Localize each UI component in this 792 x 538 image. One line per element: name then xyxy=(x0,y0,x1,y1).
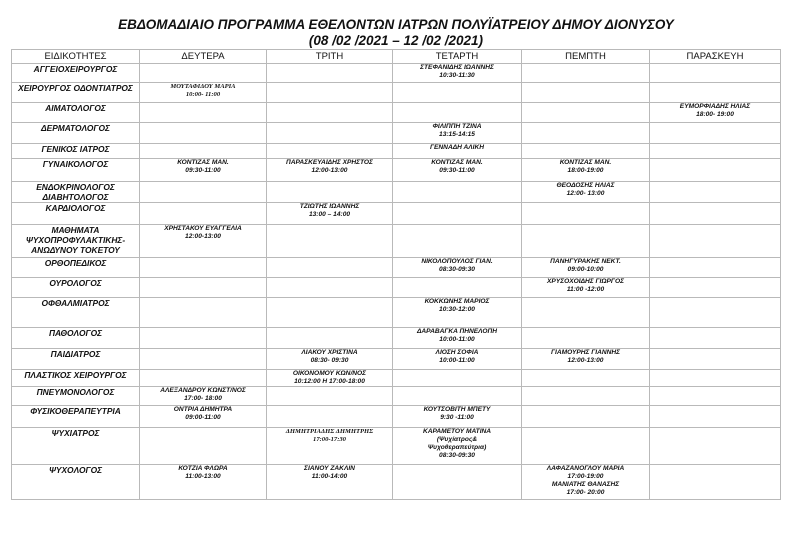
schedule-cell xyxy=(393,203,522,225)
schedule-cell xyxy=(522,428,650,465)
doctor-name: ΧΡΗΣΤΑΚΟΥ ΕΥΑΓΓΕΛΙΑ xyxy=(164,225,242,232)
doctor-name: ΔΑΡΑΒΑΓΚΑ ΠΗΝΕΛΟΠΗ xyxy=(416,328,498,335)
schedule-cell xyxy=(522,144,650,159)
schedule-cell xyxy=(522,465,650,500)
doctor-name: ΔΗΜΗΤΡΙΑΔΗΣ ΔΗΜΗΤΡΗΣ xyxy=(285,428,374,435)
schedule-cell xyxy=(140,83,267,103)
date-range: (08 /02 /2021 – 12 /02 /2021) xyxy=(308,33,484,48)
specialty-cell: ΧΕΙΡΟΥΡΓΟΣ ΟΔΟΝΤΙΑΤΡΟΣ xyxy=(12,83,140,103)
cell-text: 09:30-11:00 xyxy=(185,167,221,174)
specialty-cell: ΠΑΘΟΛΟΓΟΣ xyxy=(12,328,140,349)
schedule-cell xyxy=(522,159,650,182)
schedule-cell xyxy=(267,406,393,428)
table-row xyxy=(12,406,781,428)
schedule-cell xyxy=(393,298,522,328)
cell-text: 10:00- 11:00 xyxy=(185,91,221,98)
schedule-cell xyxy=(140,278,267,298)
doctor-name: ΛΑΦΑΖΑΝΟΓΛΟΥ ΜΑΡΙΑ xyxy=(546,465,625,472)
schedule-cell xyxy=(140,387,267,406)
schedule-cell xyxy=(522,123,650,144)
schedule-cell xyxy=(650,258,781,278)
doctor-name: ΟΙΚΟΝΟΜΟΥ ΚΩΝ/ΝΟΣ xyxy=(292,370,367,377)
schedule-cell xyxy=(267,349,393,370)
schedule-cell xyxy=(522,328,650,349)
cell-text: 09:30-11:00 xyxy=(439,167,475,174)
doctor-name: ΚΟΚΚΩΝΗΣ ΜΑΡΙΟΣ xyxy=(424,298,490,305)
schedule-cell xyxy=(140,159,267,182)
specialty-cell: ΔΕΡΜΑΤΟΛΟΓΟΣ xyxy=(12,123,140,144)
schedule-cell xyxy=(140,64,267,83)
doctor-name: ΚΟΝΤΙΖΑΣ ΜΑΝ. xyxy=(559,159,612,166)
cell-text: 08:30-09:30 xyxy=(439,452,475,459)
schedule-cell xyxy=(393,328,522,349)
schedule-cell xyxy=(650,64,781,83)
doctor-name: ΣΤΕΦΑΝΙΔΗΣ ΙΩΑΝΝΗΣ xyxy=(420,64,494,71)
doctor-name: ΚΟΝΤΙΖΑΣ ΜΑΝ. xyxy=(431,159,483,166)
schedule-cell xyxy=(140,370,267,387)
schedule-cell xyxy=(140,328,267,349)
schedule-cell xyxy=(267,83,393,103)
specialty-cell: ΨΥΧΟΛΟΓΟΣ xyxy=(12,465,140,500)
schedule-cell xyxy=(393,387,522,406)
table-row xyxy=(12,225,781,258)
schedule-cell xyxy=(393,64,522,83)
doctor-name: ΚΑΡΑΜΕΤΟΥ ΜΑΤΙΝΑ xyxy=(422,428,492,435)
cell-text: 11:00 -12:00 xyxy=(566,286,605,293)
schedule-cell xyxy=(140,428,267,465)
schedule-cell xyxy=(393,144,522,159)
cell-text: 11:00-13:00 xyxy=(185,473,221,480)
schedule-cell xyxy=(393,182,522,203)
doctor-name: ΦΙΛΙΠΠΗ ΤΖΙΝΑ xyxy=(432,123,482,130)
table-row xyxy=(12,278,781,298)
cell-text: 17:00- 18:00 xyxy=(184,395,222,402)
schedule-cell xyxy=(140,349,267,370)
schedule-cell xyxy=(522,103,650,123)
schedule-cell xyxy=(522,225,650,258)
specialty-cell: ΓΥΝΑΙΚΟΛΟΓΟΣ xyxy=(12,159,140,182)
schedule-cell xyxy=(522,83,650,103)
schedule-cell xyxy=(650,406,781,428)
schedule-cell xyxy=(267,258,393,278)
schedule-cell xyxy=(650,370,781,387)
schedule-cell xyxy=(650,298,781,328)
schedule-table xyxy=(11,49,781,500)
schedule-cell xyxy=(140,123,267,144)
schedule-cell xyxy=(522,370,650,387)
schedule-cell xyxy=(650,159,781,182)
table-row xyxy=(12,328,781,349)
table-row xyxy=(12,298,781,328)
schedule-cell xyxy=(267,64,393,83)
table-row xyxy=(12,370,781,387)
schedule-cell xyxy=(393,278,522,298)
schedule-cell xyxy=(522,298,650,328)
doctor-name: ΟΝΤΡΙΑ ΔΗΜΗΤΡΑ xyxy=(173,406,233,413)
table-row xyxy=(12,144,781,159)
schedule-cell xyxy=(267,328,393,349)
doctor-name: ΕΥΜΟΡΦΙΑΔΗΣ ΗΛΙΑΣ xyxy=(679,103,751,110)
schedule-cell xyxy=(393,225,522,258)
schedule-cell xyxy=(650,465,781,500)
schedule-cell xyxy=(522,64,650,83)
header-tuesday: ΤΡΙΤΗ xyxy=(267,50,393,64)
schedule-cell xyxy=(393,103,522,123)
schedule-cell xyxy=(650,123,781,144)
schedule-cell xyxy=(140,465,267,500)
doctor-name: ΛΙΑΚΟΥ ΧΡΙΣΤΙΝΑ xyxy=(301,349,358,356)
cell-text: 12:00- 13:00 xyxy=(566,190,605,197)
schedule-cell xyxy=(267,298,393,328)
header-row xyxy=(12,50,781,64)
schedule-cell xyxy=(140,406,267,428)
cell-text: 13:15-14:15 xyxy=(439,131,475,138)
schedule-cell xyxy=(650,103,781,123)
schedule-cell xyxy=(650,225,781,258)
schedule-cell xyxy=(267,387,393,406)
cell-text: 12:00-13:00 xyxy=(567,357,604,364)
doctor-name: ΘΕΟΔΟΣΗΣ ΗΛΙΑΣ xyxy=(556,182,615,189)
doctor-name: ΤΖΙΩΤΗΣ ΙΩΑΝΝΗΣ xyxy=(299,203,360,210)
schedule-cell xyxy=(140,182,267,203)
schedule-cell xyxy=(267,465,393,500)
schedule-cell xyxy=(267,225,393,258)
schedule-cell xyxy=(522,278,650,298)
schedule-cell xyxy=(140,298,267,328)
schedule-cell xyxy=(393,349,522,370)
table-row xyxy=(12,123,781,144)
specialty-cell: ΚΑΡΔΙΟΛΟΓΟΣ xyxy=(12,203,140,225)
doctor-name: ΑΛΕΞΑΝΔΡΟΥ ΚΩΝΣΤ/ΝΟΣ xyxy=(160,387,246,394)
specialty-cell: ΟΥΡΟΛΟΓΟΣ xyxy=(12,278,140,298)
schedule-cell xyxy=(267,144,393,159)
doctor-name: ΚΟΤΖΙΑ ΦΛΩΡΑ xyxy=(178,465,228,472)
schedule-cell xyxy=(393,123,522,144)
table-row xyxy=(12,428,781,465)
doctor-name: ΚΟΥΤΣΟΒΙΤΗ ΜΠΕΤΥ xyxy=(423,406,491,413)
schedule-cell xyxy=(393,406,522,428)
schedule-cell xyxy=(140,203,267,225)
table-row xyxy=(12,387,781,406)
schedule-cell xyxy=(650,144,781,159)
table-row xyxy=(12,64,781,83)
doctor-name: ΠΑΡΑΣΚΕΥΑΪΔΗΣ ΧΡΗΣΤΟΣ xyxy=(286,159,373,166)
specialty-cell: ΑΙΜΑΤΟΛΟΓΟΣ xyxy=(12,103,140,123)
specialty-cell: ΟΡΘΟΠΕΔΙΚΟΣ xyxy=(12,258,140,278)
cell-text: 08:30-09:30 xyxy=(439,266,475,273)
schedule-cell xyxy=(267,182,393,203)
cell-text: 9:30 -11:00 xyxy=(440,414,474,421)
doctor-name: Ψυχοθεραπεύτρια) xyxy=(427,444,487,451)
doctor-name: ΣΙΑΝΟΥ ΖΑΚΛΙΝ xyxy=(304,465,355,472)
specialty-cell: ΠΛΑΣΤΙΚΟΣ ΧΕΙΡΟΥΡΓΟΣ xyxy=(12,370,140,387)
doctor-name: ΜΟΥΤΑΦΙΔΟΥ ΜΑΡΙΑ xyxy=(170,83,236,90)
cell-text: 17:00-17:30 xyxy=(313,436,346,443)
doctor-name: ΓΕΝΝΑΔΗ ΑΛΙΚΗ xyxy=(430,144,484,151)
header-specialties: ΕΙΔΙΚΟΤΗΤΕΣ xyxy=(12,50,140,64)
schedule-cell xyxy=(650,328,781,349)
cell-text: 10:00-11:00 xyxy=(439,336,475,343)
specialty-cell: ΑΓΓΕΙΟΧΕΙΡΟΥΡΓΟΣ xyxy=(12,64,140,83)
specialty-cell: ΜΑΘΗΜΑΤΑ ΨΥΧΟΠΡΟΦΥΛΑΚΤΙΚΗΣ-ΑΝΩΔΥΝΟΥ ΤΟΚΕΤΟΥ xyxy=(12,225,140,258)
table-row xyxy=(12,83,781,103)
doctor-name: ΠΑΝΗΓΥΡΑΚΗΣ ΝΕΚΤ. xyxy=(550,258,621,265)
schedule-cell xyxy=(650,203,781,225)
table-row xyxy=(12,103,781,123)
header-friday: ΠΑΡΑΣΚΕΥΗ xyxy=(650,50,781,64)
cell-text: 10:12:00 Η 17:00-18:00 xyxy=(294,378,365,385)
specialty-cell: ΟΦΘΑΛΜΙΑΤΡΟΣ xyxy=(12,298,140,328)
schedule-cell xyxy=(650,349,781,370)
doctor-name: ΓΙΑΜΟΥΡΗΣ ΓΙΑΝΝΗΣ xyxy=(550,349,621,356)
schedule-cell xyxy=(393,258,522,278)
schedule-cell xyxy=(522,258,650,278)
schedule-cell xyxy=(140,144,267,159)
doctor-name: ΝΙΚΟΛΟΠΟΥΛΟΣ ΓΙΑΝ. xyxy=(421,258,493,265)
schedule-cell xyxy=(267,203,393,225)
schedule-cell xyxy=(650,428,781,465)
cell-text: 17:00- 20:00 xyxy=(566,489,605,496)
cell-text: (Ψυχίατρος& xyxy=(436,436,478,443)
header-wednesday: ΤΕΤΑΡΤΗ xyxy=(393,50,522,64)
table-row xyxy=(12,203,781,225)
doctor-name: ΛΙΟΣΗ ΣΟΦΙΑ xyxy=(435,349,479,356)
schedule-cell xyxy=(650,182,781,203)
schedule-cell xyxy=(650,387,781,406)
cell-text: 09:00-11:00 xyxy=(185,414,221,421)
schedule-cell xyxy=(140,258,267,278)
schedule-cell xyxy=(522,387,650,406)
specialty-cell: ΦΥΣΙΚΟΘΕΡΑΠΕΥΤΡΙΑ xyxy=(12,406,140,428)
cell-text: 18:00-19:00 xyxy=(567,167,604,174)
schedule-cell xyxy=(650,83,781,103)
schedule-cell xyxy=(522,182,650,203)
cell-text: 12:00-13:00 xyxy=(311,167,348,174)
header-thursday: ΠΕΜΠΤΗ xyxy=(522,50,650,64)
specialty-cell: ΨΥΧΙΑΤΡΟΣ xyxy=(12,428,140,465)
schedule-cell xyxy=(522,349,650,370)
specialty-cell: ΓΕΝΙΚΟΣ ΙΑΤΡΟΣ xyxy=(12,144,140,159)
page-title: ΕΒΔΟΜΑΔΙΑΙΟ ΠΡΟΓΡΑΜΜΑ ΕΘΕΛΟΝΤΩΝ ΙΑΤΡΩΝ ΠΟΛΥΪΑΤΡΕΙΟΥ ΔΗΜΟΥ ΔΙΟΝΥΣΟΥ xyxy=(118,17,674,32)
table-row xyxy=(12,349,781,370)
schedule-cell xyxy=(267,278,393,298)
specialty-cell: ΠΝΕΥΜΟΝΟΛΟΓΟΣ xyxy=(12,387,140,406)
cell-text: 09:00-10:00 xyxy=(567,266,604,273)
schedule-cell xyxy=(393,428,522,465)
table-row xyxy=(12,159,781,182)
schedule-cell xyxy=(267,159,393,182)
schedule-cell xyxy=(522,203,650,225)
schedule-cell xyxy=(267,428,393,465)
schedule-cell xyxy=(140,225,267,258)
doctor-name: ΜΑΝΙΑΤΗΣ ΘΑΝΑΣΗΣ xyxy=(551,481,620,488)
cell-text: 10:30-11:30 xyxy=(439,72,475,79)
cell-text: 17:00-19:00 xyxy=(567,473,604,480)
table-row xyxy=(12,465,781,500)
table-row xyxy=(12,258,781,278)
header-monday: ΔΕΥΤΕΡΑ xyxy=(140,50,267,64)
cell-text: 11:00-14:00 xyxy=(311,473,348,480)
doctor-name: ΚΟΝΤΙΖΑΣ ΜΑΝ. xyxy=(177,159,229,166)
cell-text: 13:00 – 14:00 xyxy=(308,211,351,218)
cell-text: 08:30- 09:30 xyxy=(310,357,349,364)
schedule-cell xyxy=(393,370,522,387)
cell-text: 10:00-11:00 xyxy=(439,357,475,364)
schedule-cell xyxy=(267,103,393,123)
schedule-cell xyxy=(650,278,781,298)
cell-text: 18:00- 19:00 xyxy=(696,111,734,118)
doctor-name: ΧΡΥΣΟΧΟΪΔΗΣ ΓΙΩΡΓΟΣ xyxy=(547,278,624,285)
specialty-cell: ΠΑΙΔΙΑΤΡΟΣ xyxy=(12,349,140,370)
schedule-body xyxy=(12,64,781,500)
table-row xyxy=(12,182,781,203)
schedule-cell xyxy=(267,370,393,387)
schedule-cell xyxy=(393,465,522,500)
schedule-cell xyxy=(393,159,522,182)
cell-text: 10:30-12:00 xyxy=(439,306,475,313)
schedule-cell xyxy=(522,406,650,428)
cell-text: 12:00-13:00 xyxy=(185,233,221,240)
schedule-cell xyxy=(267,123,393,144)
schedule-cell xyxy=(140,103,267,123)
specialty-cell: ΕΝΔΟΚΡΙΝΟΛΟΓΟΣ ΔΙΑΒΗΤΟΛΟΓΟΣ xyxy=(12,182,140,203)
schedule-cell xyxy=(393,83,522,103)
